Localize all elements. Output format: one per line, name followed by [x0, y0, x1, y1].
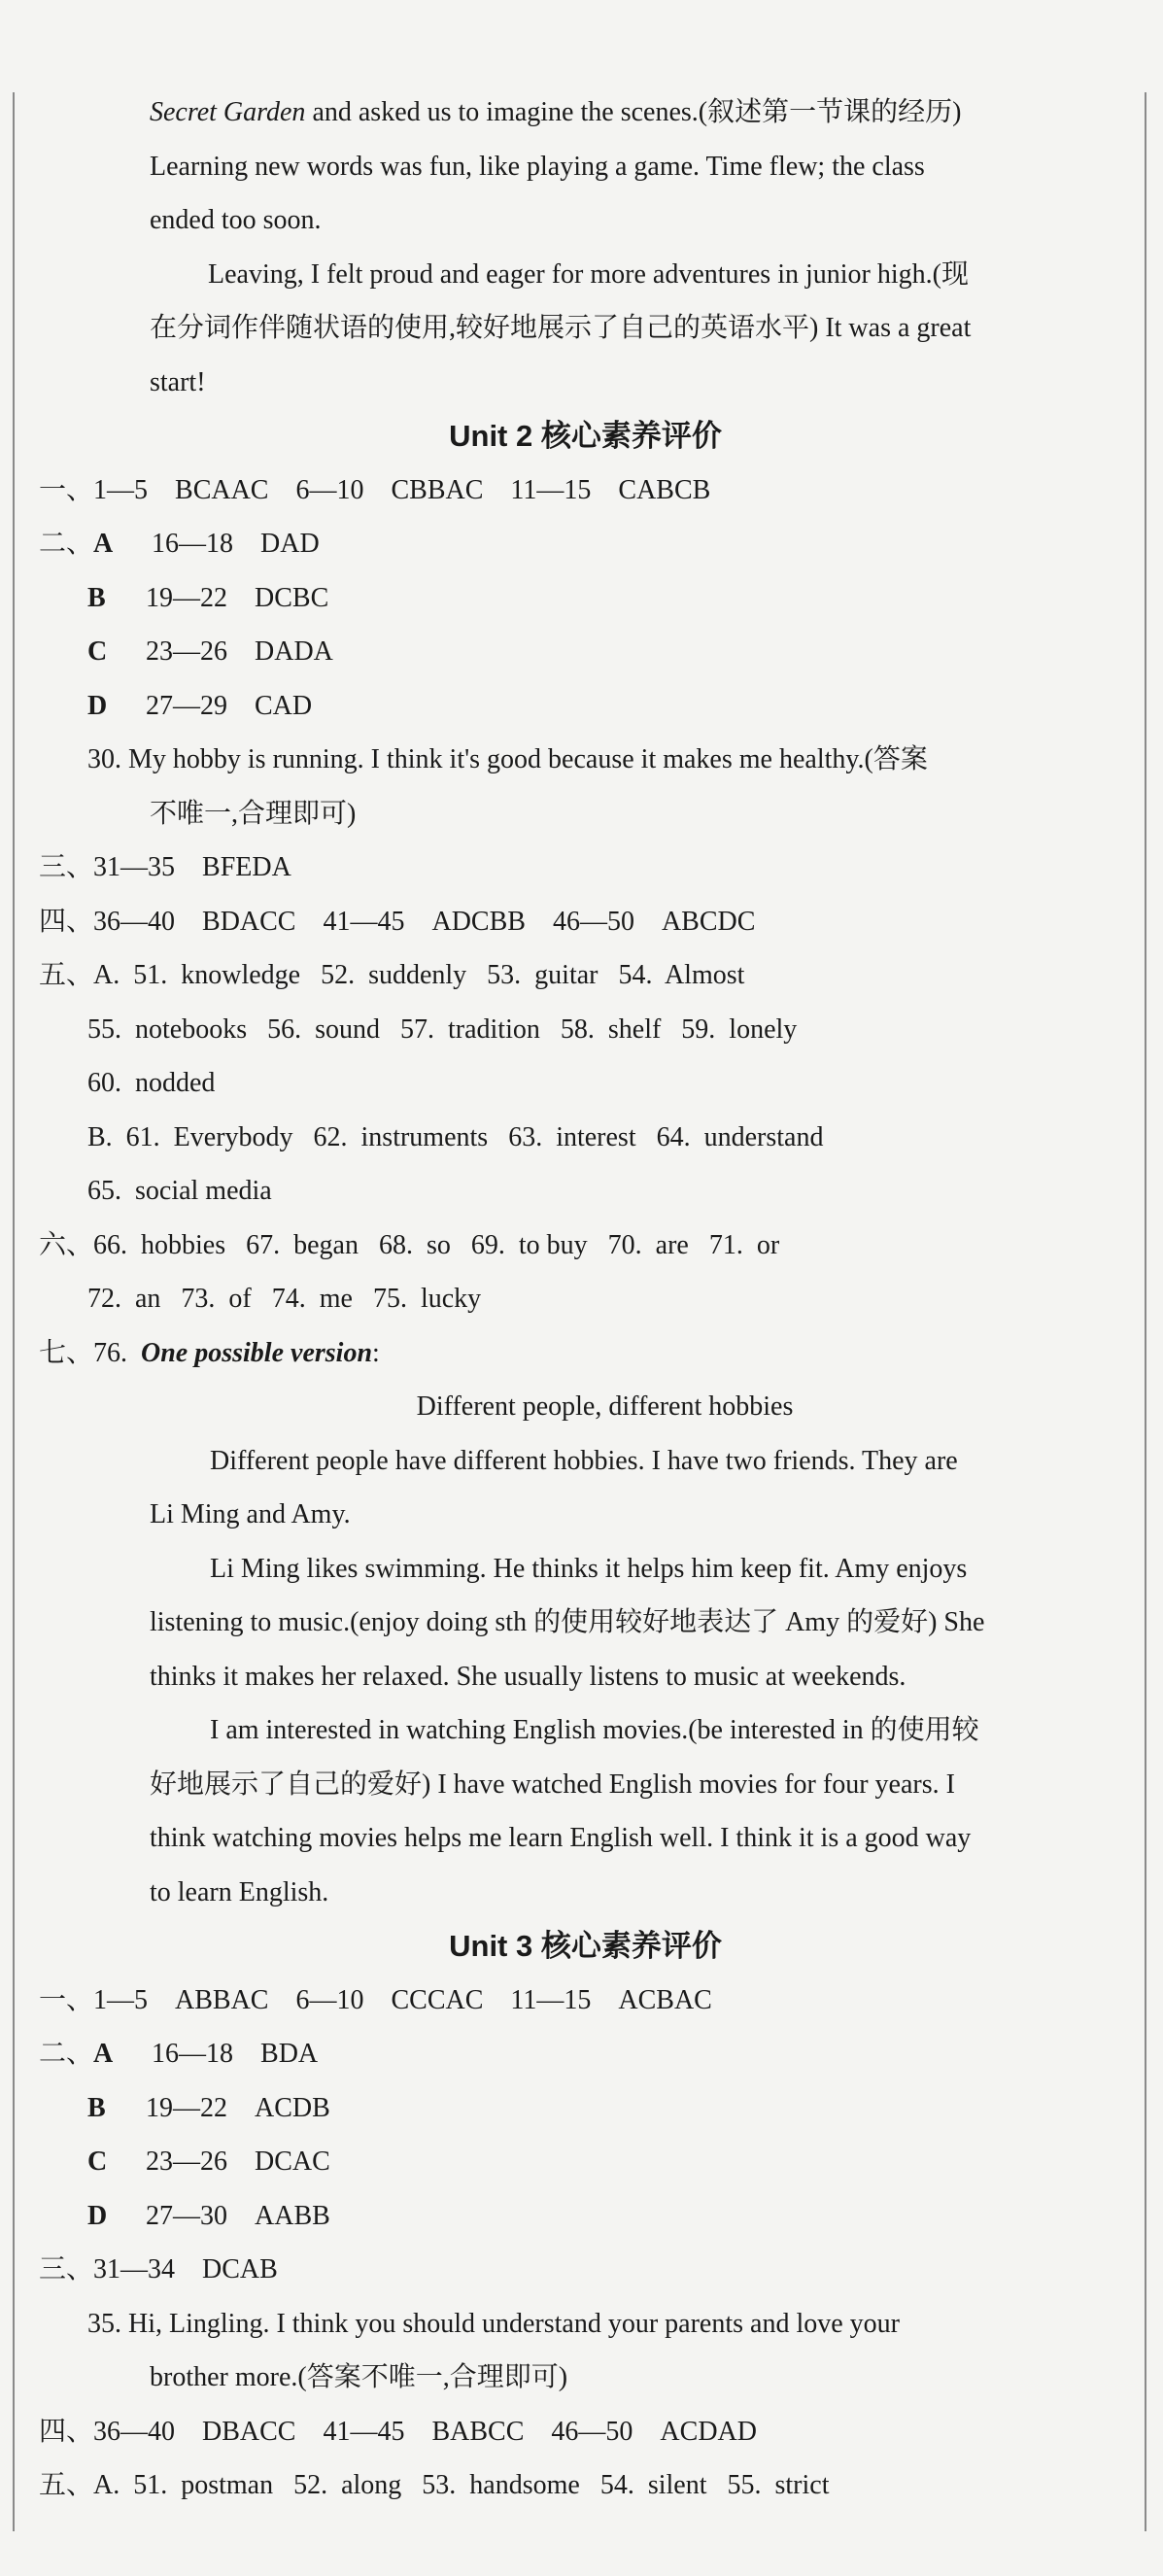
unit2-section-5-line-1: 五、A. 51. knowledge 52. suddenly 53. guitar 54. Almost: [39, 960, 745, 990]
unit2-section-5-line-4: B. 61. Everybody 62. instruments 63. interest 64. understand: [87, 1121, 824, 1152]
unit2-heading: Unit 2 核心素养评价: [449, 419, 722, 453]
essay-line-7: 好地展示了自己的爱好) I have watched English movies for four years. I: [150, 1769, 955, 1800]
book-title: Secret Garden: [150, 97, 306, 127]
unit2-section-2d: D 27—29 CAD: [87, 690, 313, 721]
unit2-section-2b: B 19—22 DCBC: [87, 582, 329, 613]
unit2-section-6-line-2: 72. an 73. of 74. me 75. lucky: [87, 1284, 482, 1314]
intro-line-3: ended too soon.: [150, 205, 322, 235]
unit2-section-1: 一、1—5 BCAAC 6—10 CBBAC 11—15 CABCB: [39, 474, 711, 505]
essay-line-3: Li Ming likes swimming. He thinks it helps him keep fit. Amy enjoys: [210, 1553, 968, 1584]
unit3-section-5-line-1: 五、A. 51. postman 52. along 53. handsome 54. silent 55. strict: [39, 2470, 830, 2500]
intro-line-6: start!: [150, 366, 206, 397]
unit2-q30-line-1: 30. My hobby is running. I think it's good because it makes me healthy.(答案: [87, 744, 928, 774]
unit3-section-1: 一、1—5 ABBAC 6—10 CCCAC 11—15 ACBAC: [39, 1984, 712, 2015]
intro-line-1: Secret Garden and asked us to imagine the scenes.(叙述第一节课的经历): [150, 97, 962, 127]
possible-version-label: One possible version: [141, 1337, 373, 1368]
right-margin-rule: [1145, 92, 1146, 2531]
essay-title: Different people, different hobbies: [416, 1391, 794, 1422]
unit2-section-4: 四、36—40 BDACC 41—45 ADCBB 46—50 ABCDC: [39, 906, 756, 937]
unit3-section-2d: D 27—30 AABB: [87, 2200, 330, 2231]
unit3-q35-line-2: brother more.(答案不唯一,合理即可): [150, 2362, 568, 2392]
unit2-section-2a: 二、A 16—18 DAD: [39, 529, 320, 559]
unit3-q35-line-1: 35. Hi, Lingling. I think you should understand your parents and love your: [87, 2308, 900, 2339]
unit2-section-3: 三、31—35 BFEDA: [39, 852, 291, 882]
left-margin-rule: [13, 92, 15, 2531]
answer-page: [39, 86, 1132, 2513]
essay-line-6: I am interested in watching English movies.(be interested in 的使用较: [210, 1715, 979, 1745]
unit2-section-5-line-2: 55. notebooks 56. sound 57. tradition 58. shelf 59. lonely: [87, 1013, 798, 1045]
unit2-section-5-line-5: 65. social media: [87, 1176, 272, 1206]
unit3-section-2a: 二、A 16—18 BDA: [39, 2039, 319, 2069]
essay-line-5: thinks it makes her relaxed. She usually listens to music at weekends.: [150, 1661, 906, 1692]
essay-line-9: to learn English.: [150, 1876, 329, 1907]
intro-line-5: 在分词作伴随状语的使用,较好地展示了自己的英语水平) It was a great: [150, 313, 972, 343]
intro-line-4: Leaving, I felt proud and eager for more adventures in junior high.(现: [208, 258, 969, 290]
essay-line-8: think watching movies helps me learn English well. I think it is a good way: [150, 1823, 972, 1853]
unit3-heading: Unit 3 核心素养评价: [449, 1929, 722, 1963]
unit2-section-6-line-1: 六、66. hobbies 67. began 68. so 69. to buy 70. are 71. or: [39, 1229, 780, 1260]
unit3-section-4: 四、36—40 DBACC 41—45 BABCC 46—50 ACDAD: [39, 2416, 757, 2447]
unit2-section-7: 七、76. One possible version:: [39, 1337, 380, 1368]
unit3-section-2c: C 23—26 DCAC: [87, 2147, 330, 2177]
unit3-section-3: 三、31—34 DCAB: [39, 2254, 278, 2284]
unit2-q30-line-2: 不唯一,合理即可): [150, 798, 357, 829]
essay-line-4: listening to music.(enjoy doing sth 的使用较好地表达了 Amy 的爱好) She: [150, 1607, 985, 1637]
essay-line-2: Li Ming and Amy.: [150, 1499, 351, 1529]
unit2-section-5-line-3: 60. nodded: [87, 1068, 216, 1098]
unit3-section-2b: B 19—22 ACDB: [87, 2092, 330, 2123]
essay-line-1: Different people have different hobbies. I have two friends. They are: [210, 1445, 958, 1476]
intro-line-2: Learning new words was fun, like playing a game. Time flew; the class: [150, 151, 925, 182]
unit2-section-2c: C 23—26 DADA: [87, 636, 333, 667]
